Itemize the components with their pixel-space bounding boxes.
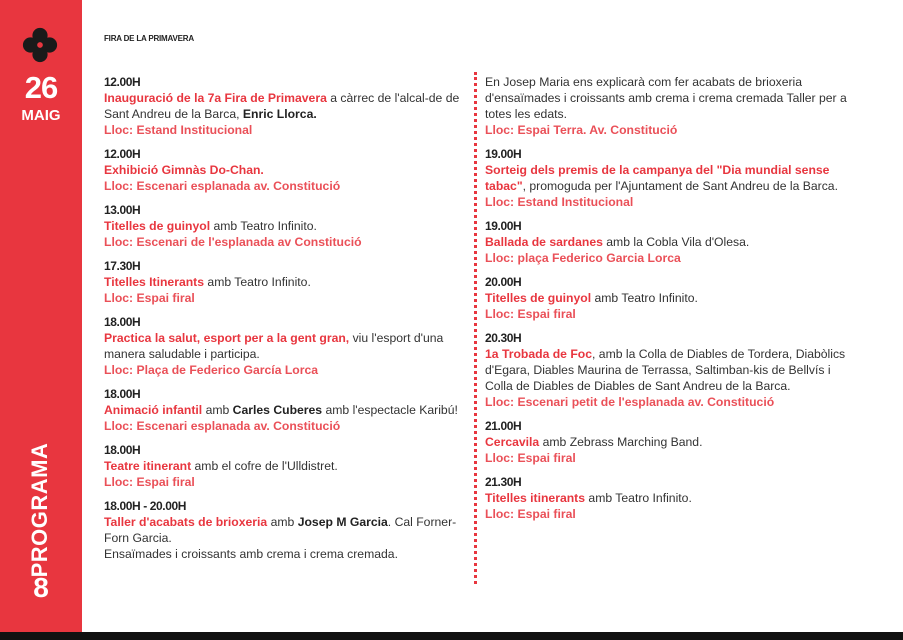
- event-item: [485, 218, 851, 266]
- event-title: Taller d'acabats de brioxeria: [104, 515, 268, 529]
- event-title: Cercavila: [485, 435, 540, 449]
- event-time: 12.00H: [104, 75, 141, 89]
- event-item: [104, 442, 464, 490]
- page-header: FIRA DE LA PRIMAVERA: [104, 34, 194, 43]
- event-time: 18.00H: [104, 315, 141, 329]
- event-time: 17.30H: [104, 259, 141, 273]
- event-item: [104, 314, 464, 378]
- event-text: a càrrec de l'alcal-de de Sant Andreu de la Barca,: [104, 91, 460, 121]
- event-title: Ballada de sardanes: [485, 235, 603, 249]
- sidebar: [0, 0, 82, 632]
- event-time: 21.30H: [485, 475, 522, 489]
- event-text: amb Zebrass Marching Band.: [539, 435, 703, 449]
- event-place: Lloc: Espai firal: [485, 451, 576, 465]
- event-text: amb el cofre de l'Ulldistret.: [191, 459, 338, 473]
- event-item: [104, 146, 464, 194]
- right-column: [485, 74, 851, 530]
- event-item: [485, 474, 851, 522]
- event-text: , amb la Colla de Diables de Tordera, Diabòlics d'Egara, Diables Maurina de Terrassa, Saltimban-kis de Bellvís i Colla de Diables de Diables de Sant Andreu de la Barca.: [485, 347, 846, 393]
- event-item: [104, 386, 464, 434]
- event-time: 20.00H: [485, 275, 522, 289]
- event-item: [104, 202, 464, 250]
- event-time: 21.00H: [485, 419, 522, 433]
- page-number: 8: [33, 572, 49, 603]
- event-item: [485, 418, 851, 466]
- date-month: MAIG: [21, 107, 61, 124]
- event-title: Titelles de guinyol: [104, 219, 211, 233]
- event-item: [485, 74, 851, 138]
- event-place: Lloc: Espai firal: [104, 291, 195, 305]
- event-item: [104, 498, 464, 562]
- event-place: Lloc: Espai firal: [485, 507, 576, 521]
- event-text: amb Teatro Infinito.: [210, 219, 317, 233]
- event-item: [485, 146, 851, 210]
- event-text: , promoguda per l'Ajuntament de Sant Andreu de la Barca.: [522, 179, 838, 193]
- event-text: viu l'esport d'una manera saludable i participa.: [104, 331, 444, 361]
- event-text: amb: [202, 403, 233, 417]
- event-place: Lloc: Escenari de l'esplanada av Constitució: [104, 235, 362, 249]
- event-place: Lloc: Escenari esplanada av. Constitució: [104, 179, 341, 193]
- event-text: amb l'espectacle Karibú!: [322, 403, 458, 417]
- event-item: [485, 330, 851, 410]
- column-divider: [474, 72, 477, 584]
- event-place: Lloc: Espai Terra. Av. Constitució: [485, 123, 678, 137]
- event-time: 18.00H - 20.00H: [104, 499, 187, 513]
- event-title: Practica la salut, esport per a la gent gran,: [104, 331, 350, 345]
- date-day: 26: [24, 70, 58, 105]
- event-item: [485, 274, 851, 322]
- bottom-bar: [0, 632, 903, 640]
- flower-icon: [21, 26, 59, 64]
- event-time: 20.30H: [485, 331, 522, 345]
- event-text: amb Teatro Infinito.: [204, 275, 311, 289]
- section-label: PROGRAMA: [27, 442, 52, 578]
- event-place: Lloc: Estand Institucional: [104, 123, 253, 137]
- event-place: Lloc: Escenari petit de l'esplanada av. Constitució: [485, 395, 775, 409]
- event-title: Teatre itinerant: [104, 459, 192, 473]
- event-time: 19.00H: [485, 147, 522, 161]
- event-text: amb: [267, 515, 298, 529]
- event-place: Lloc: Estand Institucional: [485, 195, 634, 209]
- event-text: . Cal Forner-Forn Garcia.: [104, 515, 457, 545]
- event-text: amb Teatro Infinito.: [591, 291, 698, 305]
- event-title: Titelles itinerants: [485, 491, 586, 505]
- event-text: En Josep Maria ens explicarà com fer acabats de brioxeria d'ensaïmades i croissants amb crema i crema cremada Taller per a totes les edats.: [485, 75, 847, 121]
- event-place: Lloc: plaça Federico Garcia Lorca: [485, 251, 681, 265]
- event-place: Lloc: Plaça de Federico García Lorca: [104, 363, 319, 377]
- event-text: amb la Cobla Vila d'Olesa.: [602, 235, 750, 249]
- left-column: [104, 74, 464, 570]
- event-title: Animació infantil: [104, 403, 203, 417]
- event-time: 13.00H: [104, 203, 141, 217]
- event-person: Carles Cuberes: [232, 403, 323, 417]
- event-text: amb Teatro Infinito.: [585, 491, 692, 505]
- event-text: Ensaïmades i croissants amb crema i crema cremada.: [104, 547, 398, 561]
- event-person: Enric Llorca.: [242, 107, 317, 121]
- event-time: 12.00H: [104, 147, 141, 161]
- event-person: Josep M Garcia: [297, 515, 388, 529]
- event-time: 18.00H: [104, 387, 141, 401]
- event-place: Lloc: Espai firal: [104, 475, 195, 489]
- event-time: 18.00H: [104, 443, 141, 457]
- event-title: Inauguració de la 7a Fira de Primavera: [104, 91, 327, 105]
- event-title: Titelles de guinyol: [485, 291, 592, 305]
- event-place: Lloc: Espai firal: [485, 307, 576, 321]
- event-item: [104, 258, 464, 306]
- event-title: Sorteig dels premis de la campanya del "Dia mundial sense tabac": [485, 163, 830, 193]
- event-title: 1a Trobada de Foc: [485, 347, 593, 361]
- event-title: Exhibició Gimnàs Do-Chan.: [104, 163, 264, 177]
- event-place: Lloc: Escenari esplanada av. Constitució: [104, 419, 341, 433]
- event-title: Titelles Itinerants: [104, 275, 205, 289]
- event-item: [104, 74, 464, 138]
- event-time: 19.00H: [485, 219, 522, 233]
